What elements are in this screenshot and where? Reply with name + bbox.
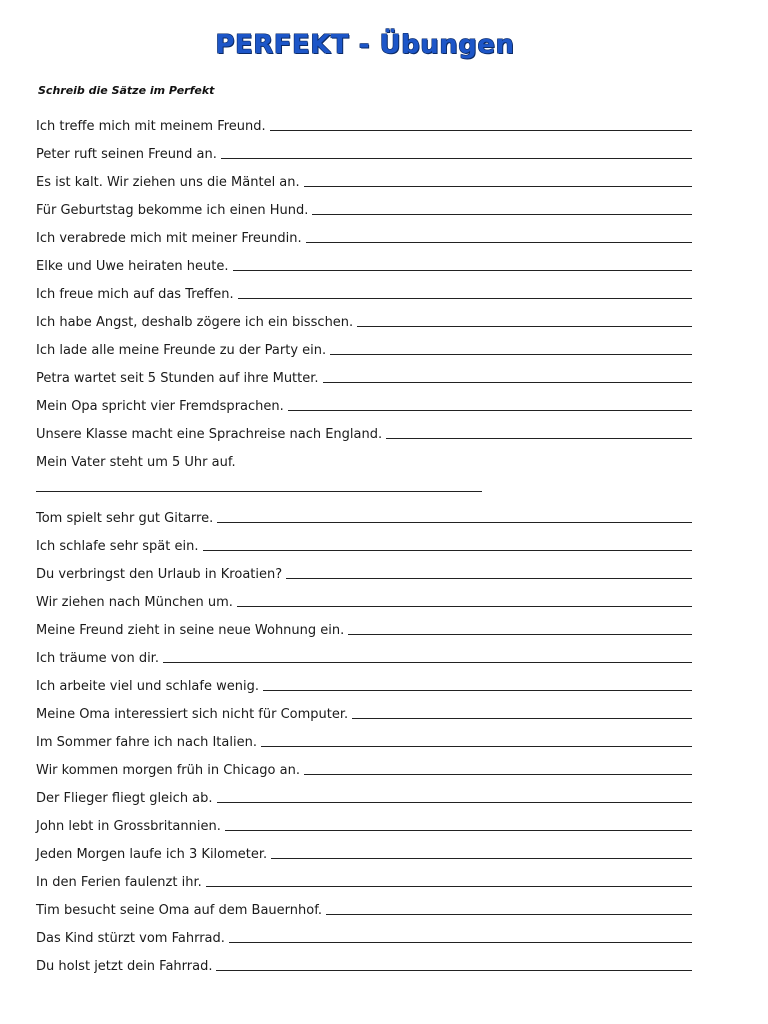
exercise-line <box>36 504 692 526</box>
answer-blank[interactable] <box>304 185 692 187</box>
exercise-line <box>36 644 692 666</box>
answer-blank[interactable] <box>352 717 692 719</box>
answer-blank[interactable] <box>238 297 692 299</box>
exercise-line <box>36 112 692 134</box>
exercise-line <box>36 364 692 386</box>
answer-blank[interactable] <box>386 437 692 439</box>
exercise-sentence: Ich verabrede mich mit meiner Freundin. <box>36 231 302 246</box>
answer-blank[interactable] <box>261 745 692 747</box>
answer-blank[interactable] <box>263 689 692 691</box>
exercise-line <box>36 896 692 918</box>
exercise-sentence: Ich treffe mich mit meinem Freund. <box>36 119 266 134</box>
answer-blank[interactable] <box>225 829 692 831</box>
exercise-line <box>36 420 692 442</box>
exercise-sentence: Der Flieger fliegt gleich ab. <box>36 791 213 806</box>
exercise-line <box>36 168 692 190</box>
answer-blank[interactable] <box>357 325 692 327</box>
exercise-sentence: Tom spielt sehr gut Gitarre. <box>36 511 214 526</box>
exercise-line <box>36 280 692 302</box>
exercise-sentence: Ich habe Angst, deshalb zögere ich ein bisschen. <box>36 315 354 330</box>
answer-blank[interactable] <box>271 857 692 859</box>
exercise-sentence: Ich träume von dir. <box>36 651 159 666</box>
exercise-line <box>36 672 692 694</box>
exercise-line <box>36 952 692 974</box>
exercise-line <box>36 924 692 946</box>
answer-blank[interactable] <box>229 941 692 943</box>
exercise-sentence: Elke und Uwe heiraten heute. <box>36 259 229 274</box>
page-title: PERFEKT - Übungen <box>215 30 515 60</box>
answer-blank[interactable] <box>288 409 692 411</box>
exercise-sentence: Tim besucht seine Oma auf dem Bauernhof. <box>36 903 322 918</box>
exercise-sentence: Du holst jetzt dein Fahrrad. <box>36 959 213 974</box>
exercise-line <box>36 448 240 470</box>
exercise-line <box>36 588 692 610</box>
answer-blank[interactable] <box>330 353 692 355</box>
answer-blank[interactable] <box>36 490 482 492</box>
exercise-line <box>36 224 692 246</box>
exercise-sentence: Petra wartet seit 5 Stunden auf ihre Mutter. <box>36 371 319 386</box>
answer-blank[interactable] <box>237 605 692 607</box>
exercise-sentence: Unsere Klasse macht eine Sprachreise nach England. <box>36 427 383 442</box>
exercise-line <box>36 252 692 274</box>
answer-blank[interactable] <box>217 521 692 523</box>
answer-blank[interactable] <box>216 969 692 971</box>
answer-blank[interactable] <box>221 157 692 159</box>
exercise-line <box>36 196 692 218</box>
exercise-sentence: Ich arbeite viel und schlafe wenig. <box>36 679 259 694</box>
exercise-sentence: Mein Vater steht um 5 Uhr auf. <box>36 455 236 470</box>
exercise-sentence: Das Kind stürzt vom Fahrrad. <box>36 931 225 946</box>
exercise-line <box>36 616 692 638</box>
answer-blank[interactable] <box>163 661 692 663</box>
answer-blank[interactable] <box>323 381 692 383</box>
exercise-sentence: Wir ziehen nach München um. <box>36 595 233 610</box>
exercise-sentence: Mein Opa spricht vier Fremdsprachen. <box>36 399 284 414</box>
exercise-sentence: Du verbringst den Urlaub in Kroatien? <box>36 567 283 582</box>
exercise-sentence: Ich lade alle meine Freunde zu der Party ein. <box>36 343 327 358</box>
answer-blank[interactable] <box>306 241 692 243</box>
exercise-sentence: Peter ruft seinen Freund an. <box>36 147 217 162</box>
exercise-line <box>36 700 692 722</box>
exercise-line <box>36 336 692 358</box>
exercise-line <box>36 756 692 778</box>
exercise-sentence: John lebt in Grossbritannien. <box>36 819 221 834</box>
answer-blank[interactable] <box>233 269 692 271</box>
exercise-line <box>36 392 692 414</box>
exercise-line <box>36 840 692 862</box>
exercise-line <box>36 532 692 554</box>
exercise-sentence: Im Sommer fahre ich nach Italien. <box>36 735 257 750</box>
exercise-line <box>36 308 692 330</box>
exercise-line <box>36 812 692 834</box>
answer-blank[interactable] <box>312 213 692 215</box>
exercise-line <box>36 784 692 806</box>
exercise-line <box>36 560 692 582</box>
exercise-sentence: Es ist kalt. Wir ziehen uns die Mäntel an. <box>36 175 300 190</box>
answer-blank[interactable] <box>326 913 692 915</box>
answer-blank[interactable] <box>270 129 692 131</box>
exercise-sentence: Wir kommen morgen früh in Chicago an. <box>36 763 300 778</box>
exercise-sentence: Ich schlafe sehr spät ein. <box>36 539 199 554</box>
exercise-sentence: Für Geburtstag bekomme ich einen Hund. <box>36 203 309 218</box>
answer-blank[interactable] <box>217 801 692 803</box>
instruction-text: Schreib die Sätze im Perfekt <box>38 84 215 97</box>
exercise-sentence: Ich freue mich auf das Treffen. <box>36 287 234 302</box>
exercise-line <box>36 140 692 162</box>
exercise-line <box>36 728 692 750</box>
exercise-sentence: Meine Oma interessiert sich nicht für Computer. <box>36 707 349 722</box>
answer-blank[interactable] <box>286 577 692 579</box>
exercise-sentence: In den Ferien faulenzt ihr. <box>36 875 202 890</box>
answer-blank[interactable] <box>348 633 692 635</box>
exercise-line <box>36 868 692 890</box>
answer-blank[interactable] <box>203 549 692 551</box>
answer-blank[interactable] <box>304 773 692 775</box>
exercise-sentence: Meine Freund zieht in seine neue Wohnung ein. <box>36 623 345 638</box>
exercise-sentence: Jeden Morgen laufe ich 3 Kilometer. <box>36 847 268 862</box>
answer-blank[interactable] <box>206 885 692 887</box>
